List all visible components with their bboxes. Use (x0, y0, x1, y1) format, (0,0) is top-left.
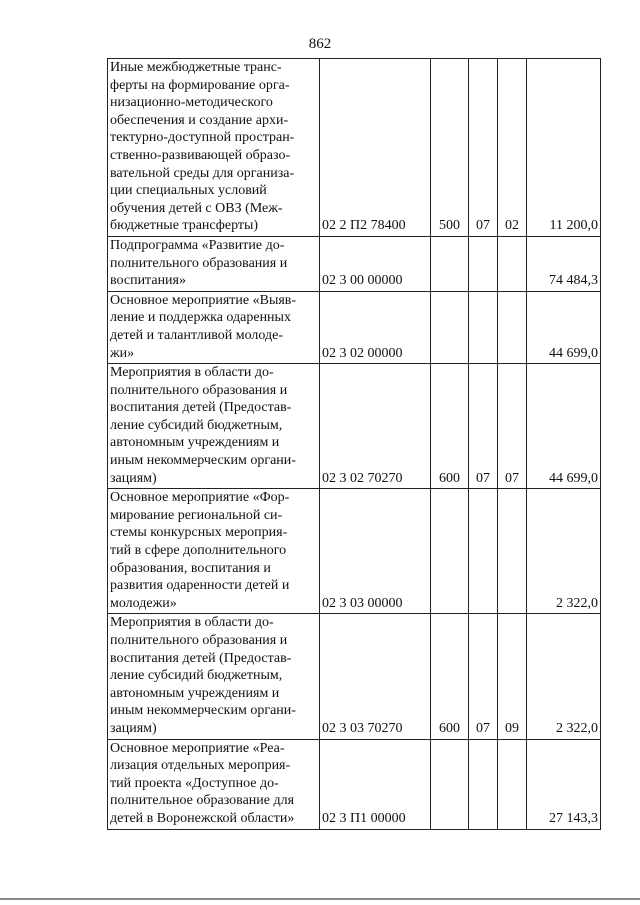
table-row (108, 614, 601, 739)
row-section-cell (469, 236, 498, 291)
page-number: 862 (308, 36, 332, 52)
row-code-text: 02 2 П2 78400 (322, 218, 406, 234)
row-section-text: 07 (476, 470, 490, 486)
row-subsection-text: 09 (505, 720, 519, 736)
table-row (108, 236, 601, 291)
row-name-text: Основное мероприятие «Выяв- ление и поддержка одаренных детей и талантливой молоде- жи» (110, 292, 297, 361)
row-code-text: 02 3 02 00000 (322, 345, 403, 361)
row-code-cell (320, 236, 431, 291)
row-sum-text: 2 322,0 (556, 595, 598, 611)
row-expense-type-cell (431, 291, 469, 363)
row-subsection-text: 02 (505, 218, 519, 234)
row-name-text: Основное мероприятие «Фор- мирование региональной си- стемы конкурсных мероприя- тий в сфере дополнительного образования, воспитания и развития одаренности детей и молодежи» (110, 490, 290, 611)
row-name-text: Подпрограмма «Развитие до- полнительного образования и воспитания» (110, 237, 288, 289)
row-subsection-cell (498, 739, 527, 829)
page-bottom-edge (0, 898, 640, 900)
row-expense-type-cell (431, 739, 469, 829)
row-subsection-cell (498, 291, 527, 363)
row-subsection-cell (498, 489, 527, 614)
row-expense-type-text: 600 (439, 470, 460, 486)
budget-table-body (108, 59, 601, 830)
row-subsection-text: 07 (505, 470, 519, 486)
row-section-text: 07 (476, 720, 490, 736)
row-expense-type-cell (431, 364, 469, 489)
row-sum-cell (527, 59, 601, 237)
row-section-cell (469, 59, 498, 237)
table-row (108, 291, 601, 363)
row-name-text: Мероприятия в области до- полнительного образования и воспитания детей (Предостав- ление субсидий бюджетным, автономным учреждениям и иным некоммерческим органи- зациям) (110, 365, 296, 486)
row-subsection-cell (498, 59, 527, 237)
row-section-cell (469, 489, 498, 614)
row-code-text: 02 3 03 00000 (322, 595, 403, 611)
row-section-cell (469, 291, 498, 363)
row-sum-cell (527, 739, 601, 829)
row-name-text: Иные межбюджетные транс- ферты на формирование орга- низационно-методического обеспечения и создание архи- тектурно-доступной простран- ственно-развивающей образо- вательной среды для организа- ции специальных условий обучения детей с ОВЗ (Меж- бюджетные трансферты) (110, 60, 295, 234)
row-section-cell (469, 739, 498, 829)
row-name-cell (108, 291, 320, 363)
row-expense-type-cell (431, 614, 469, 739)
row-code-cell (320, 614, 431, 739)
row-sum-text: 2 322,0 (556, 720, 598, 736)
row-name-cell (108, 614, 320, 739)
row-section-cell (469, 364, 498, 489)
row-sum-cell (527, 236, 601, 291)
row-name-cell (108, 236, 320, 291)
row-subsection-cell (498, 364, 527, 489)
row-expense-type-cell (431, 489, 469, 614)
row-name-cell (108, 739, 320, 829)
row-sum-cell (527, 614, 601, 739)
row-sum-cell (527, 364, 601, 489)
row-sum-text: 27 143,3 (549, 810, 598, 826)
row-code-text: 02 3 03 70270 (322, 720, 403, 736)
table-row (108, 739, 601, 829)
row-code-text: 02 3 00 00000 (322, 273, 403, 289)
row-sum-text: 11 200,0 (549, 218, 598, 234)
row-code-cell (320, 489, 431, 614)
row-expense-type-text: 600 (439, 720, 460, 736)
row-sum-text: 44 699,0 (549, 470, 598, 486)
row-name-cell (108, 59, 320, 237)
row-section-text: 07 (476, 218, 490, 234)
row-sum-text: 74 484,3 (549, 273, 598, 289)
row-code-cell (320, 739, 431, 829)
row-section-cell (469, 614, 498, 739)
budget-table (107, 58, 601, 830)
table-row (108, 489, 601, 614)
row-expense-type-cell (431, 59, 469, 237)
row-code-cell (320, 364, 431, 489)
table-row (108, 364, 601, 489)
row-code-cell (320, 291, 431, 363)
row-code-cell (320, 59, 431, 237)
row-subsection-cell (498, 614, 527, 739)
row-expense-type-text: 500 (439, 218, 460, 234)
row-name-text: Мероприятия в области до- полнительного образования и воспитания детей (Предостав- ление субсидий бюджетным, автономным учреждениям и иным некоммерческим органи- зациям) (110, 615, 296, 736)
row-name-cell (108, 489, 320, 614)
row-subsection-cell (498, 236, 527, 291)
row-code-text: 02 3 02 70270 (322, 470, 403, 486)
row-expense-type-cell (431, 236, 469, 291)
table-row (108, 59, 601, 237)
row-sum-text: 44 699,0 (549, 345, 598, 361)
row-sum-cell (527, 489, 601, 614)
row-code-text: 02 3 П1 00000 (322, 810, 406, 826)
row-sum-cell (527, 291, 601, 363)
row-name-cell (108, 364, 320, 489)
row-name-text: Основное мероприятие «Реа- лизация отдельных мероприя- тий проекта «Доступное до- полнительное образование для детей в Воронежской области» (110, 740, 295, 826)
